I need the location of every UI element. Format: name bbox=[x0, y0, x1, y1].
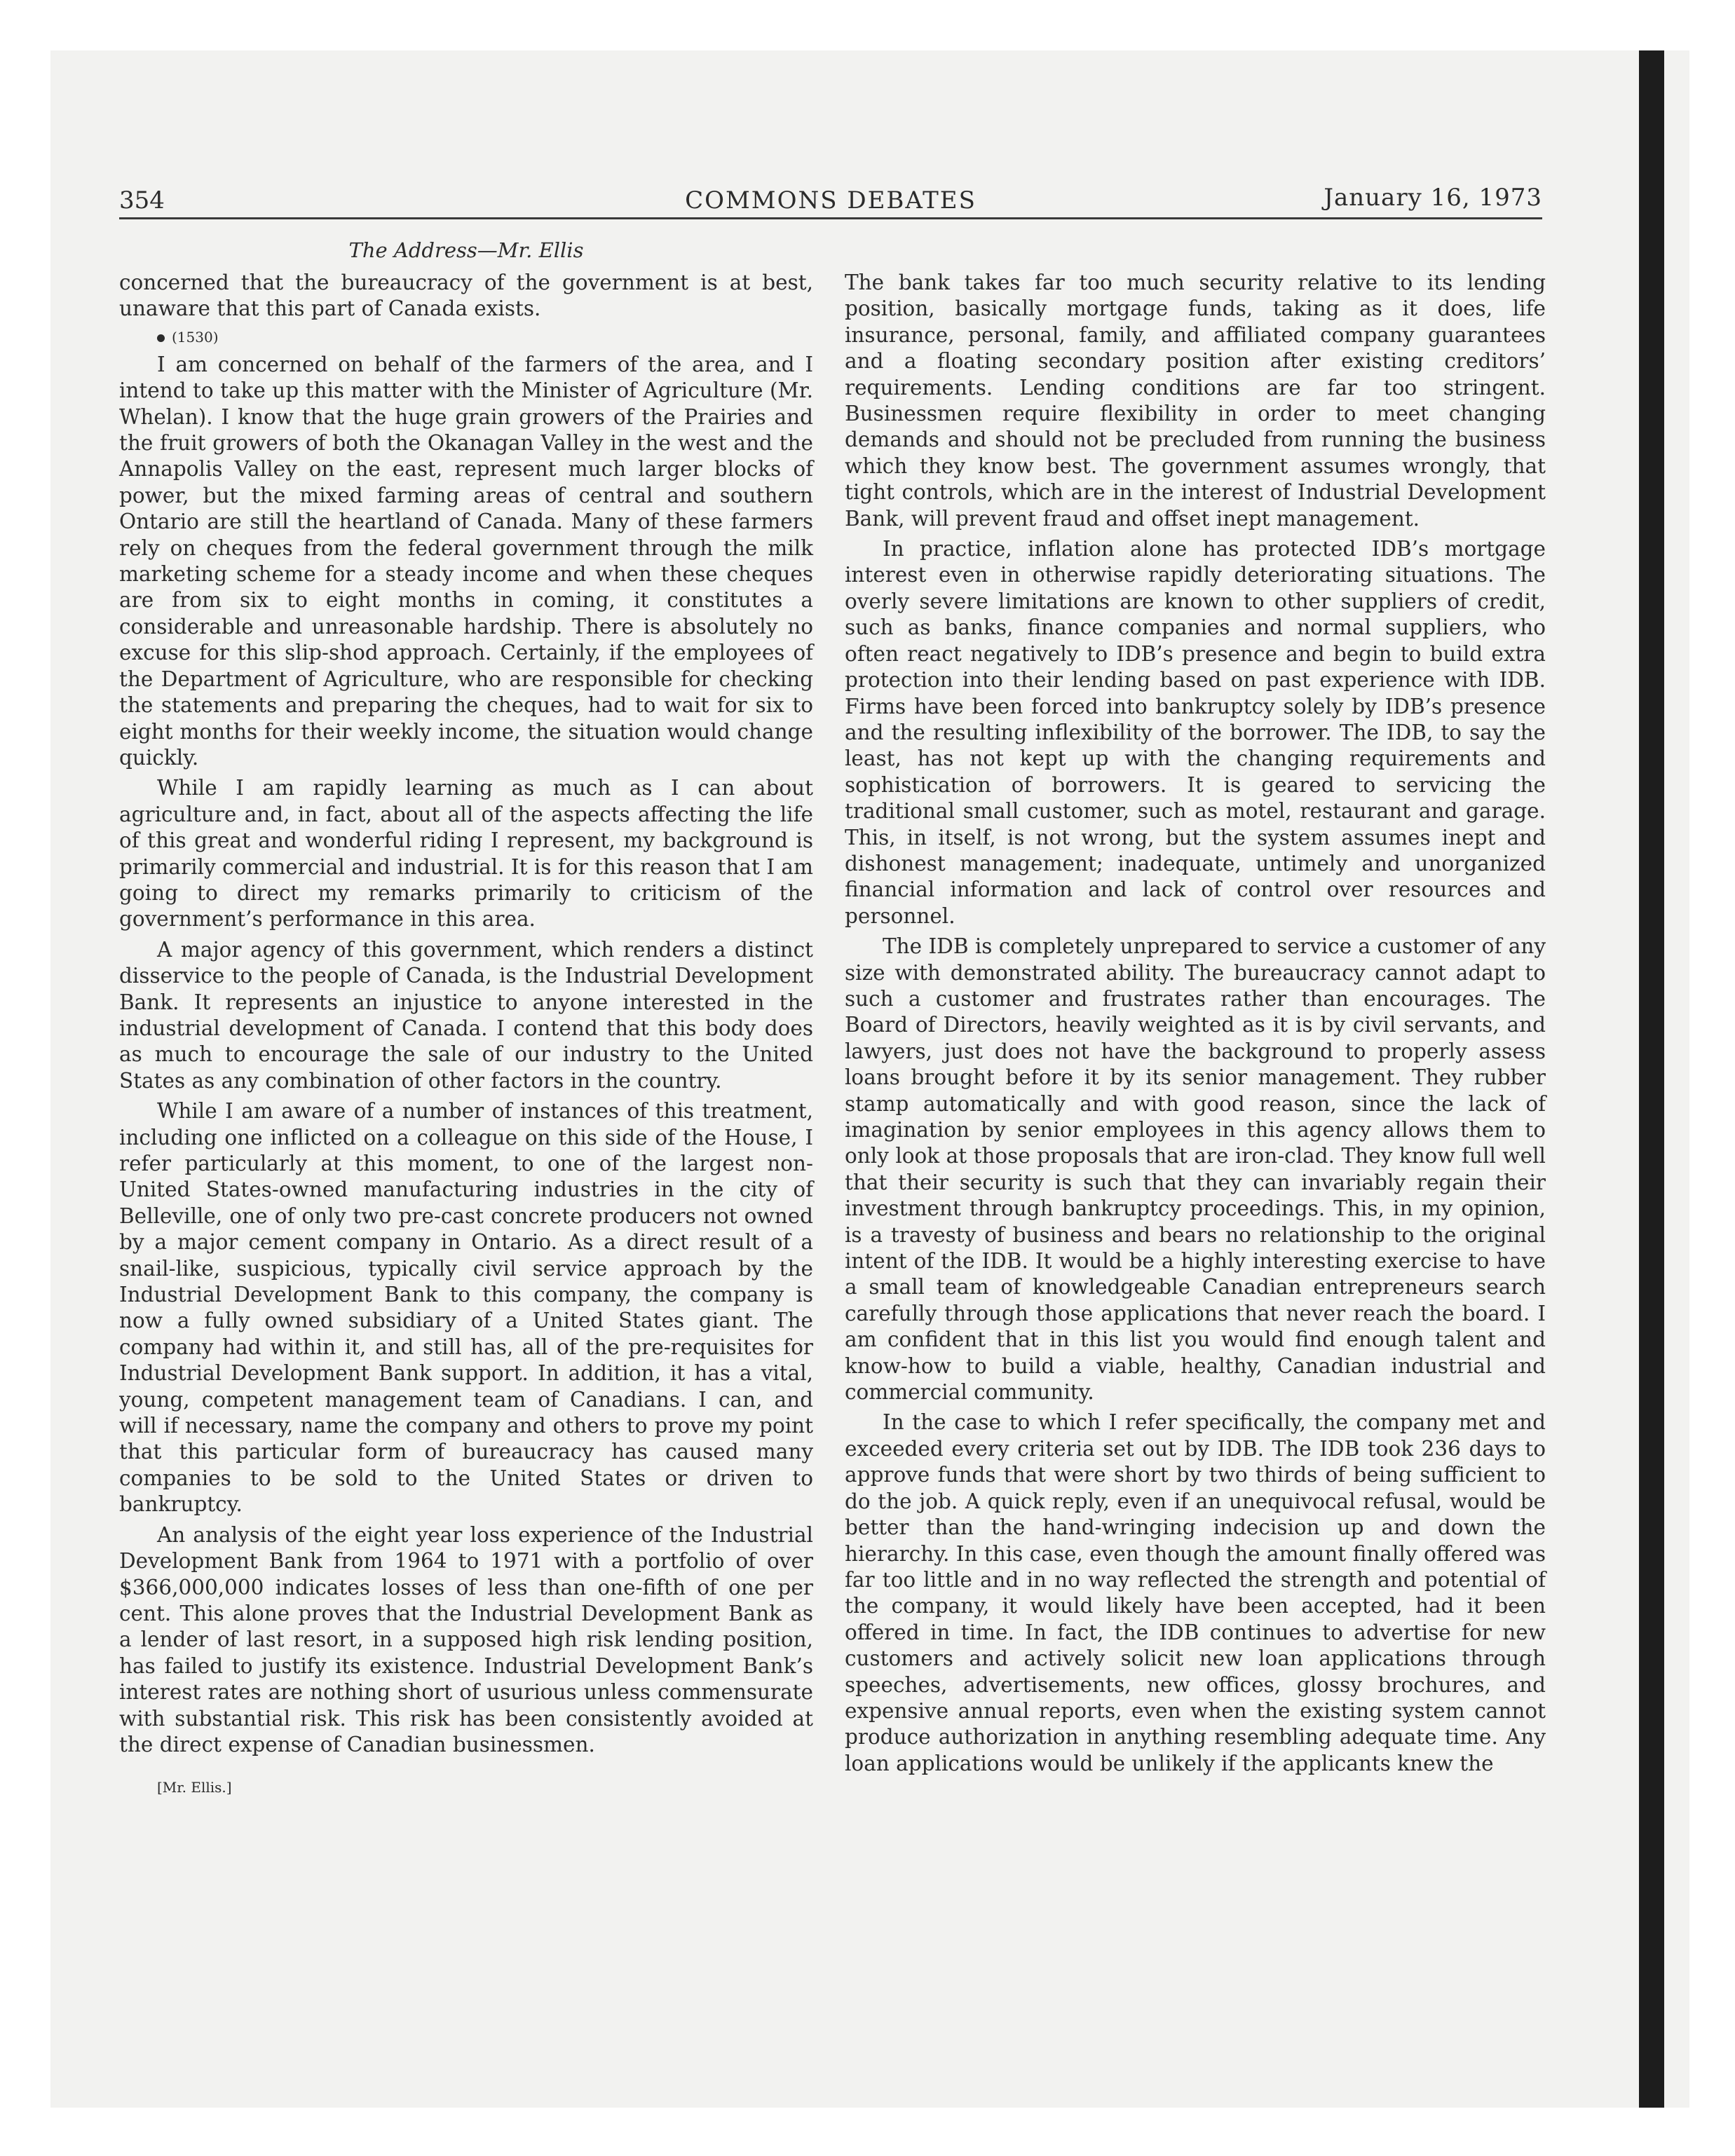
scan-edge-shadow bbox=[1639, 50, 1664, 2108]
bullet-icon bbox=[157, 334, 165, 342]
paragraph: While I am rapidly learning as much as I can about agriculture and, in fact, about all of the aspects affecting the life of this great and wonderful riding I represent, my background is primarily commercial and industrial. It is for this reason that I am going to direct my remarks primarily to criticism of the government’s performance in this area. bbox=[119, 776, 813, 932]
paragraph: In the case to which I refer specifically, the company met and exceeded every criteria set out by IDB. The IDB took 236 days to approve funds that were short by two thirds of being sufficient to do the job. A quick reply, even if an unequivocal refusal, would be better than the hand-wringing indecision up and down the hierarchy. In this case, even though the amount finally offered was far too little and in no way reflected the strength and potential of the company, it would likely have been accepted, had it been offered in time. In fact, the IDB continues to advertise for new customers and actively solicit new loan applications through speeches, advertisements, new offices, glossy brochures, and expensive annual reports, even when the existing system cannot produce authorization in anything resembling adequate time. Any loan applications would be unlikely if the applicants knew the bbox=[845, 1410, 1546, 1775]
running-head: The Address—Mr. Ellis bbox=[348, 238, 584, 262]
paragraph: A major agency of this government, which renders a distinct disservice to the people of Canada, is the Industrial Development Bank. It represents an injustice to anyone interested in the industrial development of Canada. I contend that this body does as much to encourage the sale of our industry to the United States as any combination of other factors in the country. bbox=[119, 937, 813, 1093]
paragraph: concerned that the bureaucracy of the government is at best, unaware that this part of Canada exists. bbox=[119, 271, 813, 321]
page-number: 354 bbox=[119, 186, 165, 214]
paragraph: While I am aware of a number of instances of this treatment, including one inflicted on a colleague on this side of the House, I refer particularly at this moment, to one of the largest non-United States-owned manufacturing industries in the city of Belleville, one of only two pre-cast concrete producers not owned by a major cement company in Ontario. As a direct result of a snail-like, suspicious, typically civil service approach by the Industrial Development Bank to this company, the company is now a fully owned subsidiary of a United States giant. The company had within it, and still has, all of the pre-requisites for Industrial Development Bank support. In addition, it has a vital, young, competent management team of Canadians. I can, and will if necessary, name the company and others to prove my point that this particular form of bureaucracy has caused many companies to be sold to the United States or driven to bankruptcy. bbox=[119, 1099, 813, 1517]
paragraph: The bank takes far too much security relative to its lending position, basically mortgage funds, taking as it does, life insurance, personal, family, and affiliated company guarantees and a floating secondary position after existing creditors’ requirements. Lending conditions are far too stringent. Businessmen require flexibility in order to meet changing demands and should not be precluded from running the business which they know best. The government assumes wrongly, that tight controls, which are in the interest of Industrial Development Bank, will prevent fraud and offset inept management. bbox=[845, 271, 1546, 531]
paragraph: In practice, inflation alone has protected IDB’s mortgage interest even in otherwise rapidly deteriorating situations. The overly severe limitations are known to other suppliers of credit, such as banks, finance companies and normal suppliers, who often react negatively to IDB’s presence and begin to build extra protection into their lending based on past experience with IDB. Firms have been forced into bankruptcy solely by IDB’s presence and the resulting inflexibility of the borrower. The IDB, to say the least, has not kept up with the changing requirements and sophistication of borrowers. It is geared to servicing the traditional small customer, such as motel, restaurant and garage. This, in itself, is not wrong, but the system assumes inept and dishonest management; inadequate, untimely and unorganized financial information and lack of control over resources and personnel. bbox=[845, 537, 1546, 928]
page-date: January 16, 1973 bbox=[1324, 184, 1542, 212]
paragraph: The IDB is completely unprepared to service a customer of any size with demonstrated ability. The bureaucracy cannot adapt to such a customer and frustrates rather than encourages. The Board of Directors, heavily weighted as it is by civil servants, and lawyers, just does not have the background to properly assess loans brought before it by its senior management. They rubber stamp automatically and with good reason, since the lack of imagination by senior employees in this agency allows them to only look at those proposals that are iron-clad. They know full well that their security is such that they can invariably regain their investment through bankruptcy proceedings. This, in my opinion, is a travesty of business and bears no relationship to the original intent of the IDB. It would be a highly interesting exercise to have a small team of knowledgeable Canadian entrepreneurs search carefully through those applications that never reach the board. I am confident that in this list you would find enough talent and know-how to build a viable, healthy, Canadian industrial and commercial community. bbox=[845, 934, 1546, 1405]
left-column bbox=[119, 270, 813, 1806]
page-header bbox=[119, 175, 1542, 219]
time-marker-label: (1530) bbox=[172, 328, 219, 346]
time-marker bbox=[119, 327, 813, 348]
paragraph: An analysis of the eight year loss experience of the Industrial Development Bank from 1964 to 1971 with a portfolio of over $366,000,000 indicates losses of less than one-fifth of one per cent. This alone proves that the Industrial Development Bank as a lender of last resort, in a supposed high risk lending position, has failed to justify its existence. Industrial Development Bank’s interest rates are nothing short of usurious unless commensurate with substantial risk. This risk has been consistently avoided at the direct expense of Canadian businessmen. bbox=[119, 1522, 813, 1756]
speaker-attribution: [Mr. Ellis.] bbox=[157, 1779, 232, 1796]
paragraph: I am concerned on behalf of the farmers of the area, and I intend to take up this matter with the Minister of Agriculture (Mr. Whelan). I know that the huge grain growers of the Prairies and the fruit growers of both the Okanagan Valley in the west and the Annapolis Valley on the east, represent much larger blocks of power, but the mixed farming areas of central and southern Ontario are still the heartland of Canada. Many of these farmers rely on cheques from the federal government through the milk marketing scheme for a steady income and when these cheques are from six to eight months in coming, it constitutes a considerable and unreasonable hardship. There is absolutely no excuse for this slip-shod approach. Certainly, if the employees of the Department of Agriculture, who are responsible for checking the statements and preparing the cheques, had to wait for six to eight months for their weekly income, the situation would change quickly. bbox=[119, 352, 813, 770]
publication-title: COMMONS DEBATES bbox=[685, 186, 977, 214]
right-column bbox=[845, 270, 1546, 1781]
